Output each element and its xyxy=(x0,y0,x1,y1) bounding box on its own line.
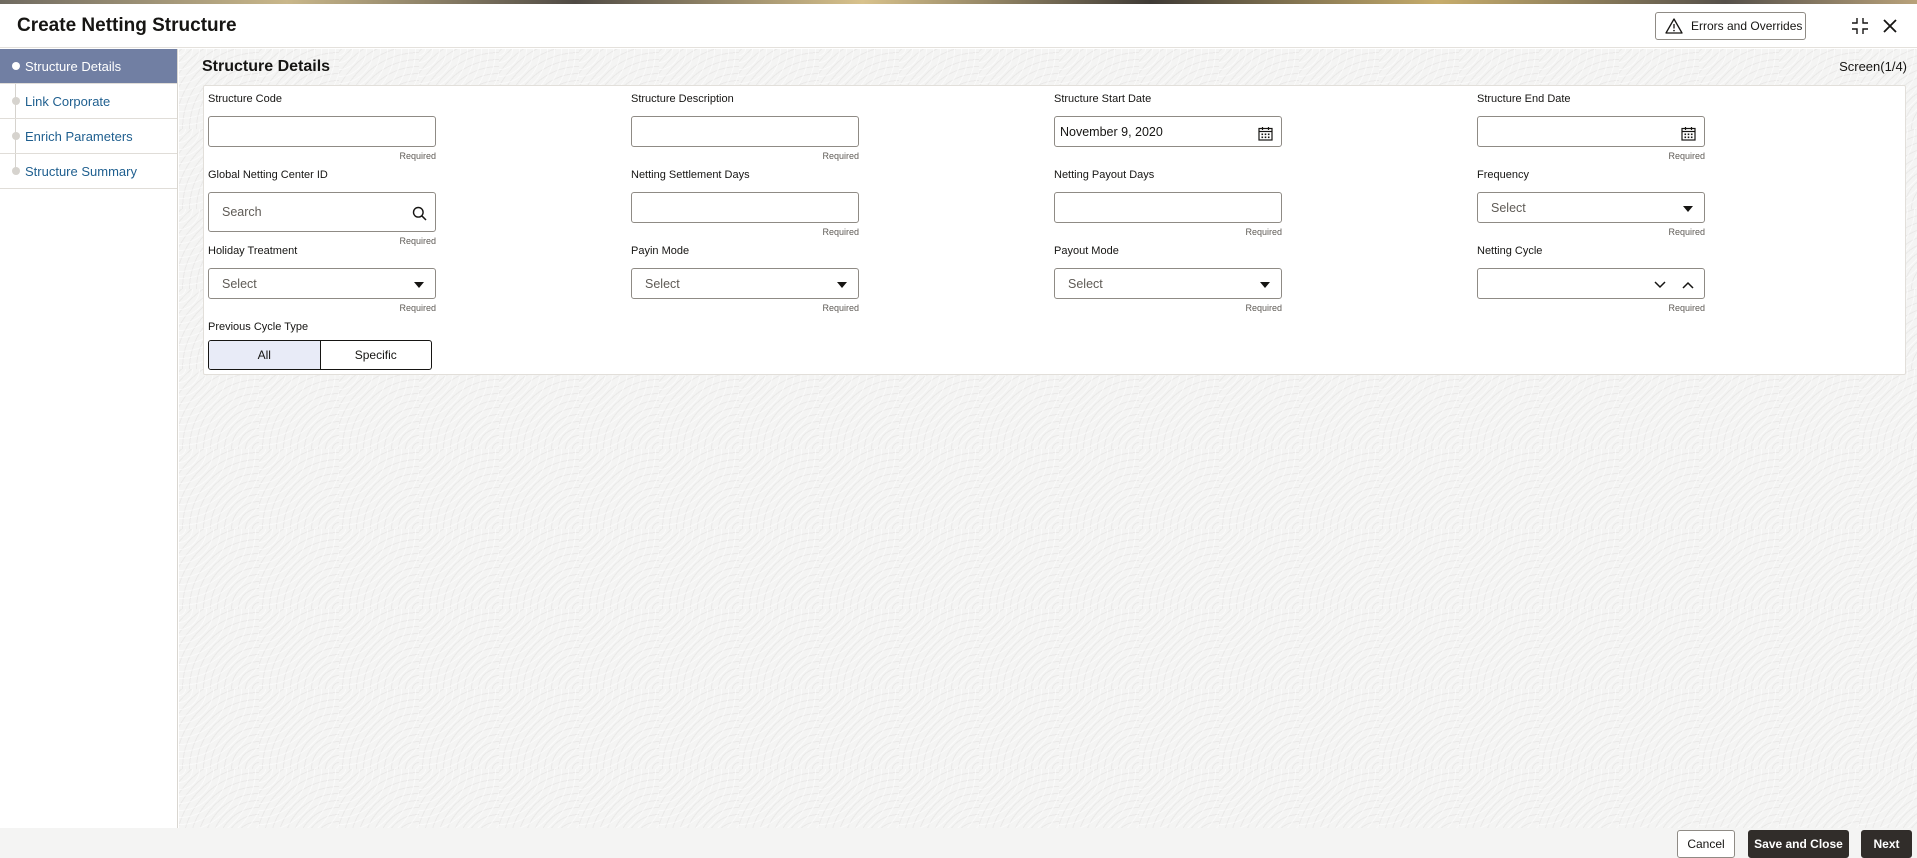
field-label: Payin Mode xyxy=(631,245,690,257)
step-dot-icon xyxy=(12,62,20,70)
payout-mode-field xyxy=(1054,245,1282,314)
netting-payout-days-field xyxy=(1054,169,1282,238)
cycle-type-all-button[interactable]: All xyxy=(209,341,321,369)
main-content xyxy=(179,49,1917,828)
cycle-type-specific-button[interactable]: Specific xyxy=(354,348,397,362)
required-hint: Required xyxy=(399,303,436,313)
save-and-close-button[interactable]: Save and Close xyxy=(1748,830,1849,858)
required-hint: Required xyxy=(399,151,436,161)
payout-mode-select[interactable] xyxy=(1054,268,1282,299)
section-title: Structure Details xyxy=(202,58,331,75)
field-label: Structure Description xyxy=(631,93,734,105)
frequency-select[interactable] xyxy=(1477,192,1705,223)
field-label: Global Netting Center ID xyxy=(208,169,328,181)
field-label: Structure Code xyxy=(208,93,282,105)
structure-details-form xyxy=(203,85,1906,375)
sidebar-item-structure-details[interactable] xyxy=(0,49,177,84)
next-button[interactable]: Next xyxy=(1861,830,1912,858)
close-icon[interactable] xyxy=(1879,15,1901,37)
caret-down-icon xyxy=(834,277,850,293)
structure-end-date-input[interactable] xyxy=(1477,116,1705,147)
field-label: Netting Settlement Days xyxy=(631,169,750,181)
required-hint: Required xyxy=(822,227,859,237)
netting-payout-days-input[interactable] xyxy=(1054,192,1282,223)
step-dot-icon xyxy=(12,132,20,140)
caret-down-icon xyxy=(411,277,427,293)
sidebar-item-label: Structure Details xyxy=(25,58,122,74)
select-placeholder: Select xyxy=(645,276,680,291)
start-date-value: November 9, 2020 xyxy=(1060,124,1163,139)
sidebar xyxy=(0,49,178,828)
chevron-down-icon[interactable] xyxy=(1652,277,1668,293)
global-netting-center-search-input[interactable] xyxy=(208,192,436,232)
netting-settlement-days-input[interactable] xyxy=(631,192,859,223)
payin-mode-field xyxy=(631,245,859,314)
required-hint: Required xyxy=(822,303,859,313)
required-hint: Required xyxy=(1668,151,1705,161)
search-placeholder: Search xyxy=(222,205,262,219)
sidebar-item-label: Structure Summary xyxy=(25,163,137,179)
holiday-treatment-select[interactable] xyxy=(208,268,436,299)
field-label: Previous Cycle Type xyxy=(208,321,309,333)
required-hint: Required xyxy=(1668,227,1705,237)
structure-code-field xyxy=(208,93,436,162)
page-title: Create Netting Structure xyxy=(17,15,237,36)
frequency-field xyxy=(1477,169,1705,238)
netting-settlement-days-field xyxy=(631,169,859,238)
sidebar-item-label: Enrich Parameters xyxy=(25,128,133,144)
field-label: Structure Start Date xyxy=(1054,93,1152,105)
chevron-up-icon[interactable] xyxy=(1680,277,1696,293)
footer-bar xyxy=(0,828,1917,858)
field-label: Netting Cycle xyxy=(1477,245,1543,257)
screen-indicator: Screen(1/4) xyxy=(1839,59,1907,74)
sidebar-item-enrich-parameters[interactable] xyxy=(0,119,177,154)
structure-description-field xyxy=(631,93,859,162)
collapse-icon[interactable] xyxy=(1849,15,1871,37)
required-hint: Required xyxy=(1245,303,1282,313)
select-placeholder: Select xyxy=(1068,276,1103,291)
structure-start-date-input[interactable] xyxy=(1054,116,1282,147)
global-netting-center-id-field xyxy=(208,169,436,247)
window-header xyxy=(0,4,1917,48)
previous-cycle-type-toggle xyxy=(208,340,432,370)
required-hint: Required xyxy=(399,236,436,246)
field-label: Frequency xyxy=(1477,169,1529,181)
required-hint: Required xyxy=(1245,227,1282,237)
calendar-icon[interactable] xyxy=(1257,125,1273,141)
field-label: Holiday Treatment xyxy=(208,245,298,257)
structure-code-input[interactable] xyxy=(208,116,436,147)
holiday-treatment-field xyxy=(208,245,436,314)
warning-triangle-icon xyxy=(1665,18,1683,34)
payin-mode-select[interactable] xyxy=(631,268,859,299)
cancel-button[interactable]: Cancel xyxy=(1677,830,1735,858)
required-hint: Required xyxy=(1668,303,1705,313)
field-label: Structure End Date xyxy=(1477,93,1571,105)
netting-cycle-combobox[interactable] xyxy=(1477,268,1705,299)
step-dot-icon xyxy=(12,167,20,175)
field-label: Payout Mode xyxy=(1054,245,1119,257)
search-icon[interactable] xyxy=(411,205,427,221)
step-dot-icon xyxy=(12,97,20,105)
sidebar-item-structure-summary[interactable] xyxy=(0,154,177,189)
caret-down-icon xyxy=(1680,201,1696,217)
structure-start-date-field xyxy=(1054,93,1282,147)
calendar-icon[interactable] xyxy=(1680,125,1696,141)
structure-end-date-field xyxy=(1477,93,1705,162)
errors-and-overrides-button[interactable] xyxy=(1655,12,1806,40)
sidebar-item-label: Link Corporate xyxy=(25,93,111,109)
sidebar-item-link-corporate[interactable] xyxy=(0,84,177,119)
netting-cycle-field xyxy=(1477,245,1705,314)
select-placeholder: Select xyxy=(1491,200,1526,215)
previous-cycle-type-field xyxy=(208,321,436,335)
caret-down-icon xyxy=(1257,277,1273,293)
required-hint: Required xyxy=(822,151,859,161)
select-placeholder: Select xyxy=(222,276,257,291)
structure-description-input[interactable] xyxy=(631,116,859,147)
errors-button-label: Errors and Overrides xyxy=(1691,19,1803,33)
field-label: Netting Payout Days xyxy=(1054,169,1155,181)
